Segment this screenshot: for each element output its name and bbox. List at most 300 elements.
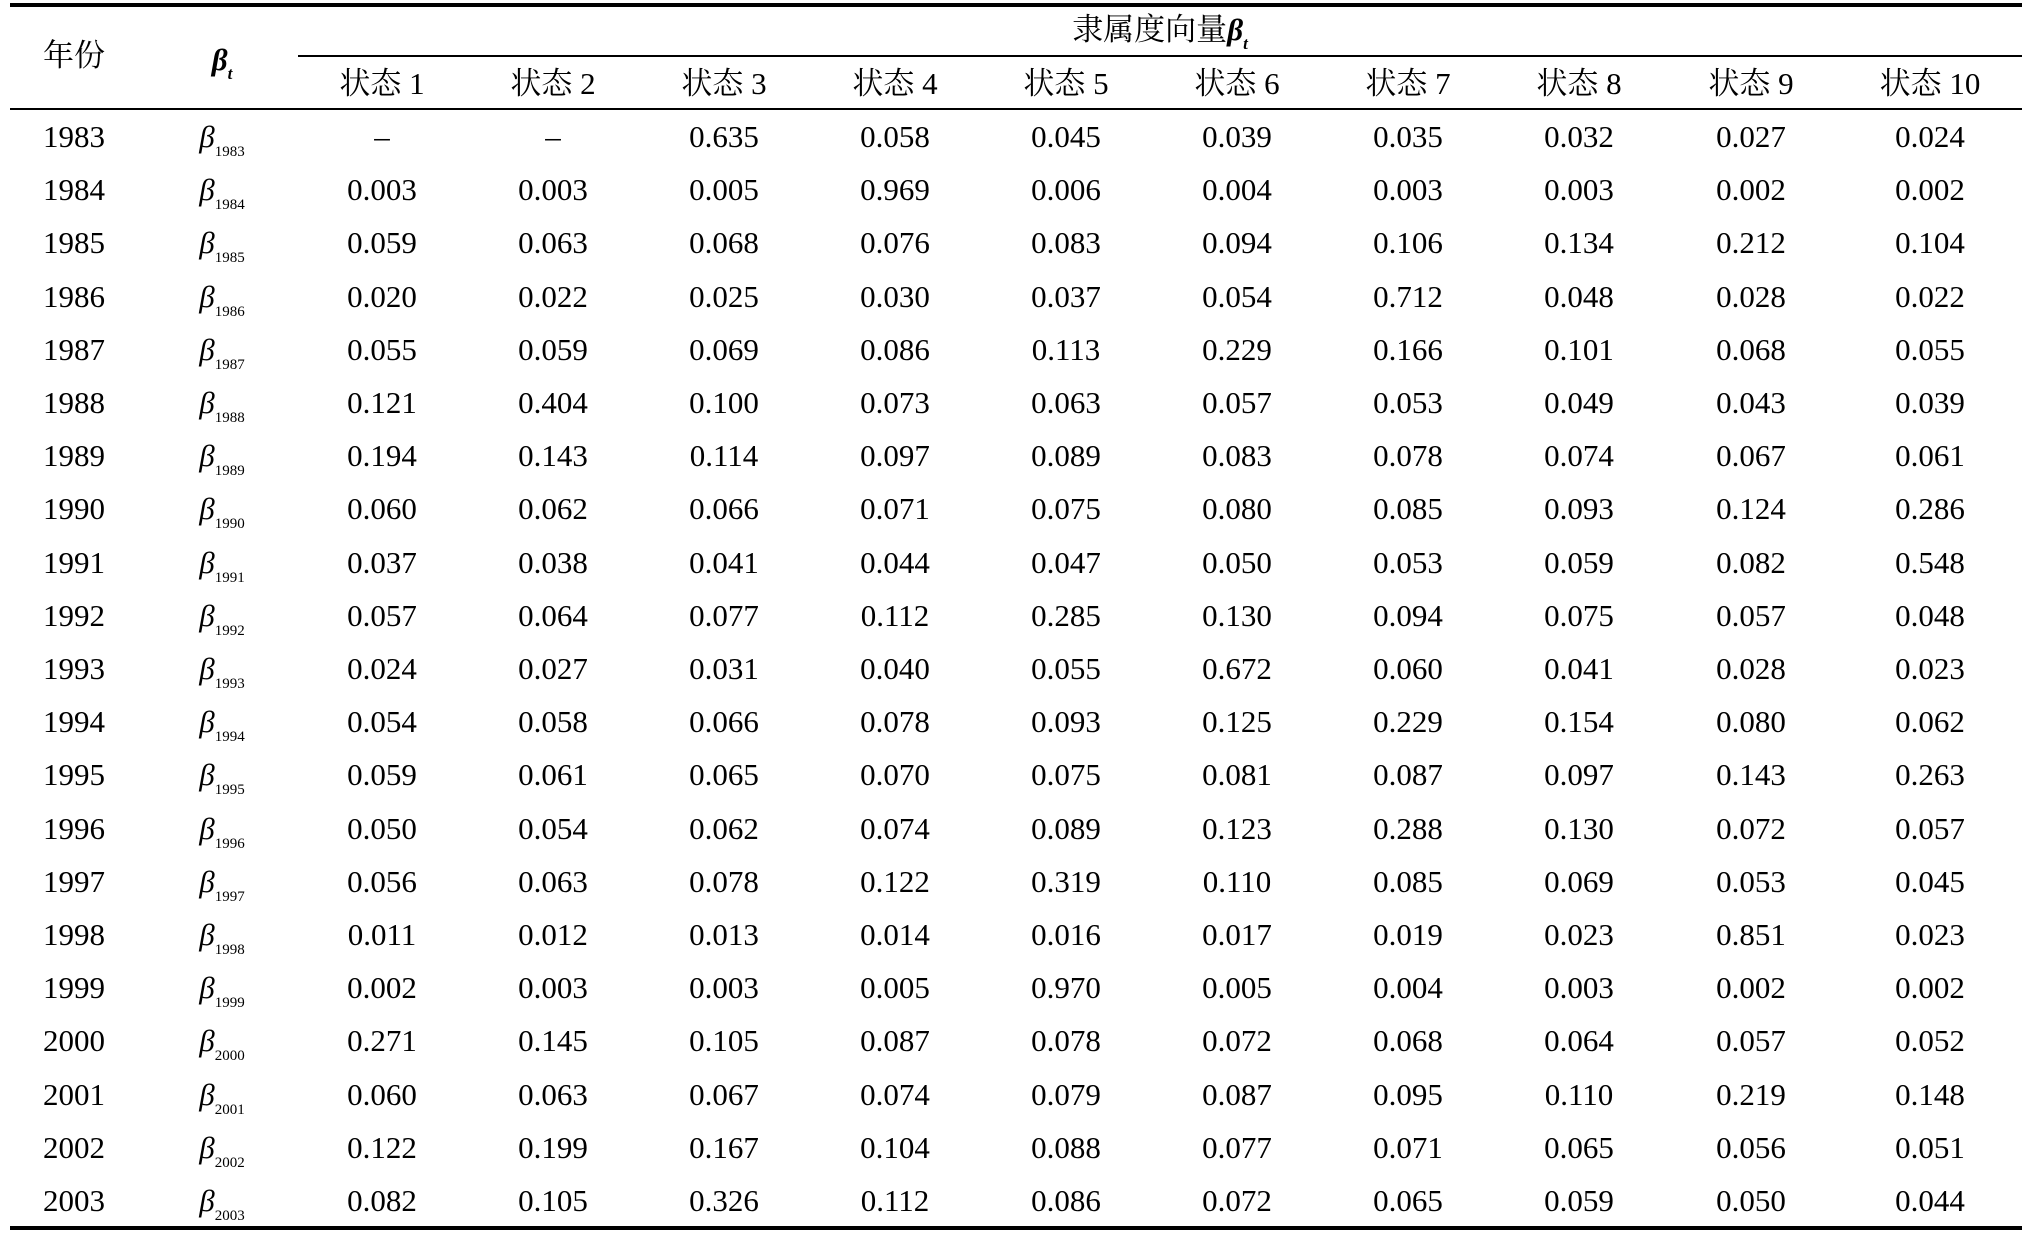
value-cell: 0.045 xyxy=(1031,119,1101,154)
value-cell: 0.076 xyxy=(860,225,930,260)
value-cell: 0.104 xyxy=(860,1130,930,1165)
value-cell: 0.069 xyxy=(689,332,759,367)
value-cell: 0.263 xyxy=(1895,757,1965,792)
value-cell: 0.059 xyxy=(347,225,417,260)
value-cell: 0.112 xyxy=(860,598,930,633)
beta-cell xyxy=(199,117,245,160)
value-cell: 0.011 xyxy=(347,917,417,952)
value-cell: 0.081 xyxy=(1202,757,1272,792)
year-cell: 2001 xyxy=(43,1077,105,1112)
value-cell: 0.065 xyxy=(1373,1183,1443,1218)
value-cell: 0.025 xyxy=(689,279,759,314)
beta-symbol: β xyxy=(199,438,215,473)
state-header-5: 状态 5 xyxy=(1023,66,1109,101)
state-header-1: 状态 1 xyxy=(339,66,425,101)
beta-symbol: β xyxy=(199,1130,215,1165)
membership-table xyxy=(10,0,2022,1237)
value-cell: 0.194 xyxy=(347,438,417,473)
beta-subscript: 2000 xyxy=(214,1048,245,1064)
beta-cell xyxy=(199,755,245,798)
value-cell: 0.130 xyxy=(1544,811,1614,846)
year-cell: 1984 xyxy=(43,172,105,207)
value-cell: 0.065 xyxy=(689,757,759,792)
value-cell: 0.097 xyxy=(1544,757,1614,792)
value-cell: 0.027 xyxy=(1716,119,1786,154)
beta-cell xyxy=(199,702,245,745)
value-cell: 0.002 xyxy=(1895,970,1965,1005)
value-cell: 0.071 xyxy=(860,491,930,526)
value-cell: 0.002 xyxy=(1895,172,1965,207)
value-cell: 0.005 xyxy=(860,970,930,1005)
beta-subscript: 2001 xyxy=(214,1102,245,1118)
year-cell: 1989 xyxy=(43,438,105,473)
value-cell: 0.019 xyxy=(1373,917,1443,952)
value-cell: 0.064 xyxy=(518,598,588,633)
beta-cell xyxy=(199,1021,245,1064)
value-cell: 0.055 xyxy=(347,332,417,367)
value-cell: 0.065 xyxy=(1544,1130,1614,1165)
value-cell: 0.074 xyxy=(860,811,930,846)
beta-subscript: 1995 xyxy=(214,782,245,798)
value-cell: 0.061 xyxy=(518,757,588,792)
value-cell: 0.048 xyxy=(1895,598,1965,633)
beta-cell xyxy=(199,649,245,692)
value-cell: 0.047 xyxy=(1031,545,1101,580)
value-cell: 0.058 xyxy=(518,704,588,739)
value-cell: 0.121 xyxy=(347,385,417,420)
beta-cell xyxy=(199,543,245,586)
value-cell: 0.017 xyxy=(1202,917,1272,952)
value-cell: 0.037 xyxy=(1031,279,1101,314)
value-cell: 0.125 xyxy=(1202,704,1272,739)
state-header-6: 状态 6 xyxy=(1194,66,1280,101)
beta-subscript: 1996 xyxy=(214,836,245,852)
value-cell: 0.094 xyxy=(1373,598,1443,633)
beta-subscript: 2003 xyxy=(214,1208,245,1224)
value-cell: 0.067 xyxy=(689,1077,759,1112)
value-cell: 0.105 xyxy=(518,1183,588,1218)
beta-symbol: β xyxy=(199,811,215,846)
value-cell: 0.097 xyxy=(860,438,930,473)
state-header-4: 状态 4 xyxy=(852,66,938,101)
value-cell: 0.012 xyxy=(518,917,588,952)
value-cell: 0.013 xyxy=(689,917,759,952)
value-cell: 0.066 xyxy=(689,704,759,739)
value-cell: 0.229 xyxy=(1202,332,1272,367)
value-cell: 0.038 xyxy=(518,545,588,580)
beta-column-header: $\beta_t$ xyxy=(211,42,233,83)
value-cell: 0.093 xyxy=(1031,704,1101,739)
value-cell: 0.062 xyxy=(689,811,759,846)
beta-symbol: β xyxy=(199,385,215,420)
value-cell: 0.074 xyxy=(860,1077,930,1112)
value-cell: 0.069 xyxy=(1544,864,1614,899)
value-cell: 0.087 xyxy=(860,1023,930,1058)
value-cell: 0.057 xyxy=(1716,1023,1786,1058)
value-cell: 0.072 xyxy=(1202,1183,1272,1218)
value-cell: 0.043 xyxy=(1716,385,1786,420)
beta-subscript: 1992 xyxy=(214,623,245,639)
value-cell: 0.061 xyxy=(1895,438,1965,473)
value-cell: 0.063 xyxy=(518,864,588,899)
value-cell: 0.022 xyxy=(1895,279,1965,314)
value-cell: 0.055 xyxy=(1031,651,1101,686)
value-cell: 0.063 xyxy=(518,225,588,260)
value-cell: 0.078 xyxy=(1373,438,1443,473)
value-cell: 0.060 xyxy=(347,491,417,526)
value-cell: 0.080 xyxy=(1716,704,1786,739)
value-cell: 0.031 xyxy=(689,651,759,686)
value-cell: 0.062 xyxy=(1895,704,1965,739)
value-cell: 0.085 xyxy=(1373,864,1443,899)
value-cell: 0.089 xyxy=(1031,438,1101,473)
value-cell: 0.110 xyxy=(1544,1077,1614,1112)
beta-subscript: 1997 xyxy=(214,889,245,905)
beta-cell xyxy=(199,596,245,639)
value-cell: 0.123 xyxy=(1202,811,1272,846)
year-cell: 1992 xyxy=(43,598,105,633)
beta-cell xyxy=(199,489,245,532)
beta-cell xyxy=(199,330,245,373)
year-cell: 1994 xyxy=(43,704,105,739)
year-cell: 1999 xyxy=(43,970,105,1005)
year-cell: 1987 xyxy=(43,332,105,367)
value-cell: 0.014 xyxy=(860,917,930,952)
value-cell: 0.053 xyxy=(1373,545,1443,580)
value-cell: 0.032 xyxy=(1544,119,1614,154)
value-cell: 0.072 xyxy=(1716,811,1786,846)
year-cell: 1996 xyxy=(43,811,105,846)
value-cell: 0.101 xyxy=(1544,332,1614,367)
year-cell: 1993 xyxy=(43,651,105,686)
value-cell: 0.054 xyxy=(347,704,417,739)
value-cell: 0.003 xyxy=(518,970,588,1005)
value-cell: 0.130 xyxy=(1202,598,1272,633)
beta-symbol: β xyxy=(199,491,215,526)
value-cell: 0.003 xyxy=(347,172,417,207)
value-cell: 0.024 xyxy=(1895,119,1965,154)
value-cell: 0.056 xyxy=(347,864,417,899)
beta-cell xyxy=(199,1128,245,1171)
value-cell: 0.286 xyxy=(1895,491,1965,526)
value-cell: 0.064 xyxy=(1544,1023,1614,1058)
value-cell: 0.028 xyxy=(1716,651,1786,686)
value-cell: 0.078 xyxy=(1031,1023,1101,1058)
value-cell: 0.054 xyxy=(518,811,588,846)
beta-cell xyxy=(199,1075,245,1118)
value-cell: 0.970 xyxy=(1031,970,1101,1005)
value-cell: 0.049 xyxy=(1544,385,1614,420)
year-cell: 1988 xyxy=(43,385,105,420)
value-cell: 0.074 xyxy=(1544,438,1614,473)
value-cell: 0.002 xyxy=(1716,172,1786,207)
value-cell: 0.056 xyxy=(1716,1130,1786,1165)
beta-symbol: β xyxy=(199,704,215,739)
year-cell: 1995 xyxy=(43,757,105,792)
value-cell: 0.087 xyxy=(1202,1077,1272,1112)
value-cell: 0.212 xyxy=(1716,225,1786,260)
value-cell: 0.023 xyxy=(1895,917,1965,952)
beta-symbol: β xyxy=(199,598,215,633)
value-cell: 0.045 xyxy=(1895,864,1965,899)
value-cell: 0.145 xyxy=(518,1023,588,1058)
value-cell: 0.037 xyxy=(347,545,417,580)
year-cell: 1986 xyxy=(43,279,105,314)
value-cell: 0.050 xyxy=(1716,1183,1786,1218)
value-cell: 0.059 xyxy=(1544,545,1614,580)
value-cell: 0.051 xyxy=(1895,1130,1965,1165)
beta-symbol: β xyxy=(199,545,215,580)
value-cell: 0.712 xyxy=(1373,279,1443,314)
value-cell: 0.075 xyxy=(1544,598,1614,633)
beta-cell xyxy=(199,436,245,479)
value-cell: 0.002 xyxy=(1716,970,1786,1005)
group-header-rule xyxy=(298,55,2022,57)
value-cell: 0.094 xyxy=(1202,225,1272,260)
state-header-3: 状态 3 xyxy=(681,66,767,101)
value-cell: 0.003 xyxy=(689,970,759,1005)
value-cell: 0.271 xyxy=(347,1023,417,1058)
value-cell: 0.058 xyxy=(860,119,930,154)
value-cell: 0.104 xyxy=(1895,225,1965,260)
beta-cell xyxy=(199,915,245,958)
value-cell: 0.075 xyxy=(1031,757,1101,792)
value-cell: 0.005 xyxy=(1202,970,1272,1005)
value-cell: 0.100 xyxy=(689,385,759,420)
beta-symbol: β xyxy=(199,1023,215,1058)
value-cell: 0.082 xyxy=(1716,545,1786,580)
value-cell: 0.106 xyxy=(1373,225,1443,260)
beta-subscript: 1988 xyxy=(214,410,245,426)
value-cell: 0.851 xyxy=(1716,917,1786,952)
bottom-rule xyxy=(10,1226,2022,1230)
value-cell: – xyxy=(545,119,561,154)
value-cell: – xyxy=(374,119,390,154)
value-cell: 0.219 xyxy=(1716,1077,1786,1112)
value-cell: 0.082 xyxy=(347,1183,417,1218)
beta-symbol: β xyxy=(199,279,215,314)
value-cell: 0.112 xyxy=(860,1183,930,1218)
beta-subscript: 1985 xyxy=(214,250,245,266)
year-cell: 2003 xyxy=(43,1183,105,1218)
beta-cell xyxy=(199,862,245,905)
value-cell: 0.143 xyxy=(518,438,588,473)
beta-subscript: 1993 xyxy=(214,676,245,692)
value-cell: 0.548 xyxy=(1895,545,1965,580)
value-cell: 0.057 xyxy=(347,598,417,633)
value-cell: 0.003 xyxy=(518,172,588,207)
value-cell: 0.072 xyxy=(1202,1023,1272,1058)
value-cell: 0.041 xyxy=(689,545,759,580)
value-cell: 0.148 xyxy=(1895,1077,1965,1112)
value-cell: 0.028 xyxy=(1716,279,1786,314)
value-cell: 0.095 xyxy=(1373,1077,1443,1112)
beta-symbol: β xyxy=(199,119,215,154)
value-cell: 0.039 xyxy=(1895,385,1965,420)
value-cell: 0.002 xyxy=(347,970,417,1005)
value-cell: 0.122 xyxy=(860,864,930,899)
year-cell: 1997 xyxy=(43,864,105,899)
value-cell: 0.083 xyxy=(1031,225,1101,260)
value-cell: 0.023 xyxy=(1895,651,1965,686)
beta-symbol: β xyxy=(199,757,215,792)
value-cell: 0.071 xyxy=(1373,1130,1443,1165)
top-rule xyxy=(10,3,2022,7)
value-cell: 0.050 xyxy=(347,811,417,846)
state-header-9: 状态 9 xyxy=(1708,66,1794,101)
value-cell: 0.003 xyxy=(1544,172,1614,207)
value-cell: 0.635 xyxy=(689,119,759,154)
value-cell: 0.078 xyxy=(689,864,759,899)
value-cell: 0.078 xyxy=(860,704,930,739)
value-cell: 0.048 xyxy=(1544,279,1614,314)
beta-subscript: 1990 xyxy=(214,516,245,532)
value-cell: 0.041 xyxy=(1544,651,1614,686)
value-cell: 0.075 xyxy=(1031,491,1101,526)
value-cell: 0.003 xyxy=(1373,172,1443,207)
value-cell: 0.067 xyxy=(1716,438,1786,473)
value-cell: 0.087 xyxy=(1373,757,1443,792)
value-cell: 0.969 xyxy=(860,172,930,207)
value-cell: 0.167 xyxy=(689,1130,759,1165)
value-cell: 0.030 xyxy=(860,279,930,314)
value-cell: 0.070 xyxy=(860,757,930,792)
beta-subscript: 1987 xyxy=(214,357,245,373)
value-cell: 0.004 xyxy=(1373,970,1443,1005)
header-bottom-rule xyxy=(10,108,2022,110)
beta-cell xyxy=(199,223,245,266)
value-cell: 0.083 xyxy=(1202,438,1272,473)
value-cell: 0.062 xyxy=(518,491,588,526)
value-cell: 0.003 xyxy=(1544,970,1614,1005)
value-cell: 0.057 xyxy=(1202,385,1272,420)
beta-cell xyxy=(199,170,245,213)
value-cell: 0.080 xyxy=(1202,491,1272,526)
value-cell: 0.004 xyxy=(1202,172,1272,207)
state-header-2: 状态 2 xyxy=(510,66,596,101)
beta-symbol: β xyxy=(199,1077,215,1112)
beta-cell xyxy=(199,809,245,852)
beta-cell xyxy=(199,383,245,426)
value-cell: 0.005 xyxy=(689,172,759,207)
value-cell: 0.285 xyxy=(1031,598,1101,633)
value-cell: 0.086 xyxy=(1031,1183,1101,1218)
value-cell: 0.040 xyxy=(860,651,930,686)
year-cell: 1990 xyxy=(43,491,105,526)
year-cell: 1991 xyxy=(43,545,105,580)
beta-subscript: 1989 xyxy=(214,463,245,479)
year-cell: 1983 xyxy=(43,119,105,154)
membership-vector-header: 隶属度向量$\beta_t$ xyxy=(1072,12,1248,53)
value-cell: 0.088 xyxy=(1031,1130,1101,1165)
value-cell: 0.020 xyxy=(347,279,417,314)
beta-symbol: β xyxy=(199,332,215,367)
value-cell: 0.105 xyxy=(689,1023,759,1058)
beta-symbol: β xyxy=(199,1183,215,1218)
year-column-header: 年份 xyxy=(43,38,105,73)
value-cell: 0.060 xyxy=(347,1077,417,1112)
beta-subscript: 1994 xyxy=(214,729,245,745)
value-cell: 0.114 xyxy=(689,438,759,473)
state-header-7: 状态 7 xyxy=(1365,66,1451,101)
year-cell: 1998 xyxy=(43,917,105,952)
value-cell: 0.054 xyxy=(1202,279,1272,314)
value-cell: 0.055 xyxy=(1895,332,1965,367)
beta-symbol: β xyxy=(199,651,215,686)
beta-symbol: β xyxy=(199,917,215,952)
beta-symbol: β xyxy=(199,225,215,260)
value-cell: 0.143 xyxy=(1716,757,1786,792)
value-cell: 0.063 xyxy=(1031,385,1101,420)
value-cell: 0.122 xyxy=(347,1130,417,1165)
value-cell: 0.124 xyxy=(1716,491,1786,526)
value-cell: 0.027 xyxy=(518,651,588,686)
value-cell: 0.039 xyxy=(1202,119,1272,154)
value-cell: 0.085 xyxy=(1373,491,1443,526)
value-cell: 0.089 xyxy=(1031,811,1101,846)
value-cell: 0.060 xyxy=(1373,651,1443,686)
value-cell: 0.199 xyxy=(518,1130,588,1165)
value-cell: 0.022 xyxy=(518,279,588,314)
beta-symbol: β xyxy=(199,970,215,1005)
value-cell: 0.079 xyxy=(1031,1077,1101,1112)
value-cell: 0.093 xyxy=(1544,491,1614,526)
value-cell: 0.288 xyxy=(1373,811,1443,846)
year-cell: 2002 xyxy=(43,1130,105,1165)
value-cell: 0.057 xyxy=(1895,811,1965,846)
value-cell: 0.077 xyxy=(689,598,759,633)
value-cell: 0.023 xyxy=(1544,917,1614,952)
value-cell: 0.024 xyxy=(347,651,417,686)
year-cell: 1985 xyxy=(43,225,105,260)
value-cell: 0.068 xyxy=(1716,332,1786,367)
value-cell: 0.319 xyxy=(1031,864,1101,899)
beta-symbol: β xyxy=(199,172,215,207)
beta-subscript: 1983 xyxy=(214,144,245,160)
beta-cell xyxy=(199,277,245,320)
value-cell: 0.068 xyxy=(689,225,759,260)
value-cell: 0.059 xyxy=(347,757,417,792)
value-cell: 0.057 xyxy=(1716,598,1786,633)
beta-cell xyxy=(199,1181,245,1224)
value-cell: 0.066 xyxy=(689,491,759,526)
beta-cell xyxy=(199,968,245,1011)
value-cell: 0.052 xyxy=(1895,1023,1965,1058)
year-cell: 2000 xyxy=(43,1023,105,1058)
value-cell: 0.113 xyxy=(1031,332,1101,367)
value-cell: 0.053 xyxy=(1373,385,1443,420)
beta-subscript: 1991 xyxy=(214,570,245,586)
value-cell: 0.326 xyxy=(689,1183,759,1218)
value-cell: 0.044 xyxy=(860,545,930,580)
value-cell: 0.154 xyxy=(1544,704,1614,739)
value-cell: 0.134 xyxy=(1544,225,1614,260)
value-cell: 0.063 xyxy=(518,1077,588,1112)
value-cell: 0.059 xyxy=(518,332,588,367)
beta-subscript: 1984 xyxy=(214,197,245,213)
value-cell: 0.077 xyxy=(1202,1130,1272,1165)
value-cell: 0.672 xyxy=(1202,651,1272,686)
beta-symbol: β xyxy=(199,864,215,899)
value-cell: 0.229 xyxy=(1373,704,1443,739)
state-header-8: 状态 8 xyxy=(1536,66,1622,101)
value-cell: 0.050 xyxy=(1202,545,1272,580)
beta-subscript: 1998 xyxy=(214,942,245,958)
beta-subscript: 1999 xyxy=(214,995,245,1011)
value-cell: 0.073 xyxy=(860,385,930,420)
beta-subscript: 1986 xyxy=(214,304,245,320)
value-cell: 0.053 xyxy=(1716,864,1786,899)
